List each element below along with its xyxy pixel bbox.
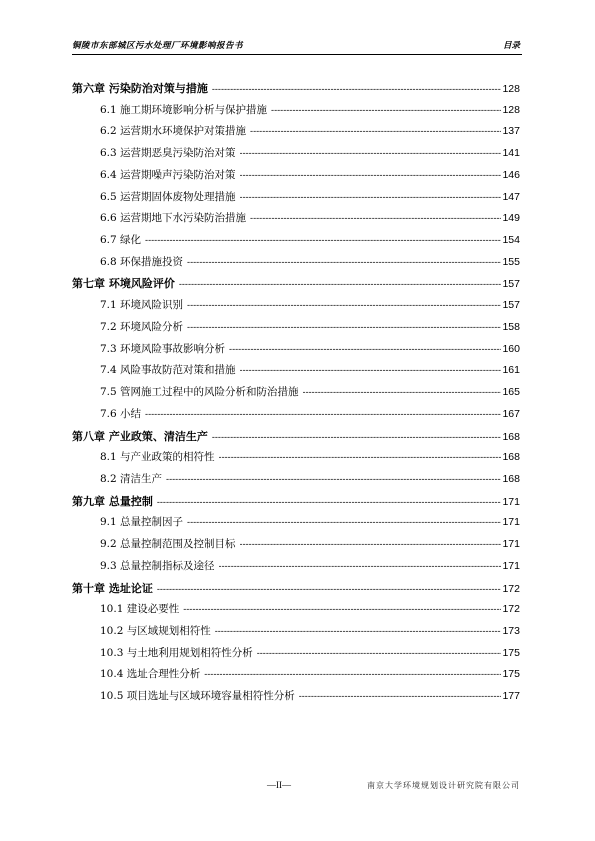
toc-leader-dots — [187, 252, 501, 275]
toc-entry-label: 7.5 管网施工过程中的风险分析和防治措施 — [100, 386, 299, 399]
toc-leader-dots — [250, 208, 501, 231]
toc-section-entry[interactable] — [72, 469, 520, 491]
toc-leader-dots — [219, 447, 502, 470]
toc-chapter-entry[interactable] — [72, 426, 520, 448]
toc-section-entry[interactable] — [72, 664, 520, 686]
toc-chapter-entry[interactable] — [72, 491, 520, 513]
toc-entry-page: 171 — [502, 495, 520, 508]
toc-entry-label: 7.3 环境风险事故影响分析 — [100, 342, 226, 355]
toc-entry-label: 8.1 与产业政策的相符性 — [100, 451, 215, 464]
toc-entry-label: 6.2 运营期水环境保护对策措施 — [100, 125, 247, 138]
toc-leader-dots — [240, 165, 502, 188]
toc-entry-label: 7.2 环境风险分析 — [100, 320, 184, 333]
toc-leader-dots — [187, 512, 501, 535]
toc-entry-label: 6.5 运营期固体废物处理措施 — [100, 190, 236, 203]
toc-leader-dots — [240, 360, 502, 383]
toc-section-entry[interactable] — [72, 100, 520, 122]
toc-entry-page: 154 — [502, 234, 520, 247]
toc-entry-page: 137 — [502, 125, 520, 138]
page-number: —II— — [267, 780, 291, 790]
toc-leader-dots — [257, 643, 502, 666]
toc-section-entry[interactable] — [72, 447, 520, 469]
toc-entry-page: 165 — [502, 386, 520, 399]
toc-leader-dots — [145, 404, 501, 427]
table-of-contents — [72, 78, 520, 708]
toc-leader-dots — [145, 230, 501, 253]
toc-section-entry[interactable] — [72, 621, 520, 643]
toc-entry-label: 第七章 环境风险评价 — [72, 277, 175, 291]
toc-section-entry[interactable] — [72, 230, 520, 252]
toc-entry-label: 6.3 运营期恶臭污染防治对策 — [100, 147, 236, 160]
toc-entry-label: 第八章 产业政策、清洁生产 — [72, 429, 208, 443]
section-label: 目录 — [502, 41, 520, 51]
toc-section-entry[interactable] — [72, 252, 520, 274]
toc-entry-page: 141 — [502, 147, 520, 160]
toc-entry-label: 9.2 总量控制范围及控制目标 — [100, 538, 236, 551]
toc-entry-page: 173 — [502, 624, 520, 637]
toc-entry-page: 168 — [502, 451, 520, 464]
toc-entry-page: 161 — [502, 364, 520, 377]
toc-leader-dots — [229, 339, 501, 362]
toc-entry-page: 158 — [502, 320, 520, 333]
toc-entry-page: 172 — [502, 582, 520, 595]
toc-leader-dots — [212, 78, 502, 102]
toc-section-entry[interactable] — [72, 121, 520, 143]
toc-chapter-entry[interactable] — [72, 578, 520, 600]
toc-entry-label: 第十章 选址论证 — [72, 581, 153, 595]
toc-entry-label: 7.4 风险事故防范对策和措施 — [100, 364, 236, 377]
toc-leader-dots — [183, 599, 501, 622]
toc-entry-page: 168 — [502, 430, 520, 443]
toc-section-entry[interactable] — [72, 165, 520, 187]
toc-entry-page: 128 — [502, 103, 520, 116]
toc-entry-page: 167 — [502, 407, 520, 420]
toc-leader-dots — [299, 686, 502, 709]
toc-section-entry[interactable] — [72, 187, 520, 209]
toc-entry-page: 149 — [502, 212, 520, 225]
toc-leader-dots — [166, 469, 501, 492]
toc-leader-dots — [179, 273, 502, 297]
toc-leader-dots — [240, 143, 502, 166]
toc-entry-label: 第六章 污染防治对策与措施 — [72, 82, 208, 95]
toc-entry-page: 157 — [502, 278, 520, 291]
toc-section-entry[interactable] — [72, 404, 520, 426]
toc-entry-page: 168 — [502, 472, 520, 485]
toc-section-entry[interactable] — [72, 512, 520, 534]
toc-leader-dots — [187, 295, 501, 318]
toc-section-entry[interactable] — [72, 534, 520, 556]
toc-entry-label: 9.3 总量控制指标及途径 — [100, 559, 215, 572]
organization-name: 南京大学环境规划设计研究院有限公司 — [367, 781, 520, 790]
toc-section-entry[interactable] — [72, 143, 520, 165]
toc-leader-dots — [240, 534, 502, 557]
document-title: 铜陵市东部城区污水处理厂环境影响报告书 — [72, 41, 244, 51]
toc-chapter-entry[interactable] — [72, 78, 520, 100]
toc-entry-label: 7.1 环境风险识别 — [100, 299, 184, 312]
toc-entry-label: 10.1 建设必要性 — [100, 603, 180, 616]
toc-leader-dots — [303, 382, 502, 405]
toc-section-entry[interactable] — [72, 686, 520, 708]
toc-entry-label: 10.4 选址合理性分析 — [100, 668, 201, 681]
toc-entry-page: 160 — [502, 342, 520, 355]
toc-leader-dots — [240, 187, 502, 210]
toc-leader-dots — [271, 100, 501, 123]
toc-entry-label: 6.8 环保措施投资 — [100, 255, 184, 268]
toc-entry-page: 146 — [502, 168, 520, 181]
toc-entry-label: 10.2 与区域规划相符性 — [100, 624, 211, 637]
toc-entry-page: 177 — [502, 690, 520, 703]
toc-entry-page: 128 — [502, 83, 520, 95]
toc-entry-page: 175 — [502, 668, 520, 681]
toc-section-entry[interactable] — [72, 339, 520, 361]
toc-entry-page: 171 — [502, 516, 520, 529]
toc-leader-dots — [212, 426, 502, 450]
toc-leader-dots — [187, 317, 501, 340]
toc-section-entry[interactable] — [72, 599, 520, 621]
toc-leader-dots — [157, 491, 502, 515]
page-header — [72, 38, 522, 55]
toc-entry-page: 171 — [502, 559, 520, 572]
toc-section-entry[interactable] — [72, 317, 520, 339]
toc-leader-dots — [250, 121, 501, 144]
toc-section-entry[interactable] — [72, 360, 520, 382]
toc-leader-dots — [204, 664, 501, 687]
toc-entry-label: 10.3 与土地利用规划相符性分析 — [100, 646, 253, 659]
toc-entry-label: 7.6 小结 — [100, 407, 142, 420]
toc-section-entry[interactable] — [72, 643, 520, 665]
toc-entry-label: 6.7 绿化 — [100, 234, 142, 247]
toc-entry-label: 第九章 总量控制 — [72, 494, 153, 508]
toc-entry-label: 8.2 清洁生产 — [100, 472, 163, 485]
toc-leader-dots — [157, 578, 502, 602]
toc-entry-page: 171 — [502, 538, 520, 551]
toc-leader-dots — [215, 621, 502, 644]
toc-leader-dots — [219, 556, 502, 579]
toc-chapter-entry[interactable] — [72, 273, 520, 295]
toc-entry-page: 172 — [502, 603, 520, 616]
toc-entry-page: 157 — [502, 299, 520, 312]
toc-section-entry[interactable] — [72, 382, 520, 404]
toc-entry-page: 147 — [502, 190, 520, 203]
toc-entry-label: 6.4 运营期噪声污染防治对策 — [100, 168, 236, 181]
toc-section-entry[interactable] — [72, 295, 520, 317]
toc-entry-label: 6.6 运营期地下水污染防治措施 — [100, 212, 247, 225]
toc-entry-label: 10.5 项目选址与区域环境容量相符性分析 — [100, 690, 295, 703]
toc-entry-page: 155 — [502, 255, 520, 268]
toc-section-entry[interactable] — [72, 208, 520, 230]
toc-entry-label: 9.1 总量控制因子 — [100, 516, 184, 529]
toc-section-entry[interactable] — [72, 556, 520, 578]
toc-entry-label: 6.1 施工期环境影响分析与保护措施 — [100, 103, 268, 116]
toc-entry-page: 175 — [502, 646, 520, 659]
